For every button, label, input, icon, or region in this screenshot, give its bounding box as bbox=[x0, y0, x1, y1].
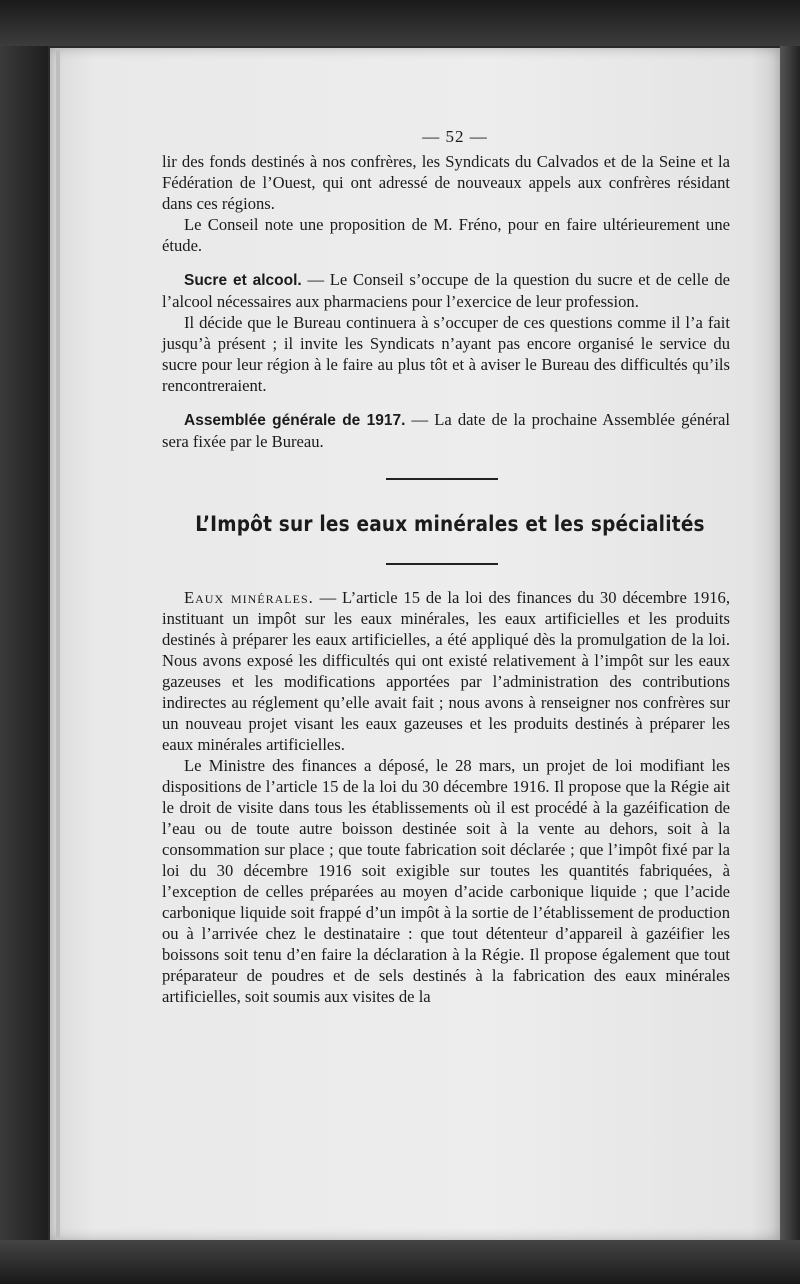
paragraph-ministre: Le Ministre des finances a déposé, le 28 mars, un projet de loi modifiant les dispositions de l’article 15 de la loi du 30 décembre 1916. Il propose que la Régie ait le droit de visite dans tous les établissements où il est procédé à la gazéification de l’eau ou de toute autre boisson destinée soit à la vente au dehors, soit à la consommation sur place ; que toute fabrication soit déclarée ; que l’impôt fixé par la loi du 30 décembre 1916 soit exigible sur toutes les quantités fabriquées, à l’exception de celles préparées au moyen d’acide carbonique liquide ; que l’acide carbonique liquide soit frappé d’un impôt à la sortie de l’établissement de production ou à l’arrivée chez le destinataire : que tout détenteur d’appareil à gazéifier les boissons soit tenu d’en faire la déclaration à la Régie. Il propose également que tout préparateur de poudres et de sels destinés à la fabrication des eaux minérales artificielles, soit soumis aux visites de la bbox=[162, 756, 730, 1006]
section-title: L’Impôt sur les eaux minérales et les spécialités bbox=[195, 512, 705, 537]
heading-sucre-alcool: Sucre et alcool. bbox=[184, 272, 302, 289]
page-binding-edge bbox=[56, 50, 60, 1238]
paragraph-freno: Le Conseil note une proposition de M. Fréno, pour en faire ultérieurement une étude. bbox=[162, 215, 730, 255]
text-sucre-alcool: — Le Conseil s’occupe de la question du sucre et de celle de l’alcool nécessaires aux pharmaciens pour l’exercice de leur profession. bbox=[162, 270, 730, 311]
text-assemblee: — La date de la prochaine Assemblée général sera fixée par le Bureau. bbox=[162, 410, 730, 451]
heading-assemblee: Assemblée générale de 1917. bbox=[184, 412, 406, 429]
paragraph-bureau-decision: Il décide que le Bureau continuera à s’occuper de ces questions comme il l’a fait jusqu’à présent ; il invite les Syndicats n’ayant pas encore organisé le service du sucre pour leur région à le faire au plus tôt et à aviser le Bureau des difficultés qu’ils rencontreraient. bbox=[162, 313, 730, 395]
text-eaux-minerales: — L’article 15 de la loi des finances du 30 décembre 1916, instituant un impôt sur les eaux minérales, les eaux artificielles et les produits destinés à préparer les eaux artificielles, a été appliqué dès la promulgation de la loi. Nous avons exposé les difficultés qui ont existé relativement à l’impôt sur les eaux gazeuses et les modifications apportées par l’administration des contributions indirectes au réglement qu’elle avait fait ; nous avons à renseigner nos confrères sur un nouveau projet visant les eaux gazeuses et les produits destinés à préparer les eaux minérales artificielles. bbox=[162, 588, 730, 754]
divider-rule-bottom bbox=[386, 563, 498, 565]
scan-background-left bbox=[0, 0, 48, 1284]
page-content bbox=[162, 126, 730, 1007]
scan-background-bottom bbox=[0, 1240, 800, 1284]
lead-eaux-minerales: Eaux minérales. bbox=[184, 588, 314, 607]
scan-background-top bbox=[0, 0, 800, 46]
paragraph-eaux-minerales bbox=[162, 587, 730, 755]
paragraph-continuation: lir des fonds destinés à nos confrères, les Syndicats du Calvados et de la Seine et la Fédération de l’Ouest, qui ont adressé de nouveaux appels aux confrères résidant dans ces régions. bbox=[162, 152, 730, 213]
page-number: — 52 — bbox=[422, 127, 488, 146]
paragraph-sucre-alcool bbox=[162, 269, 730, 312]
paragraph-assemblee bbox=[162, 409, 730, 452]
divider-rule-top bbox=[386, 478, 498, 480]
scan-background-right bbox=[780, 0, 800, 1284]
